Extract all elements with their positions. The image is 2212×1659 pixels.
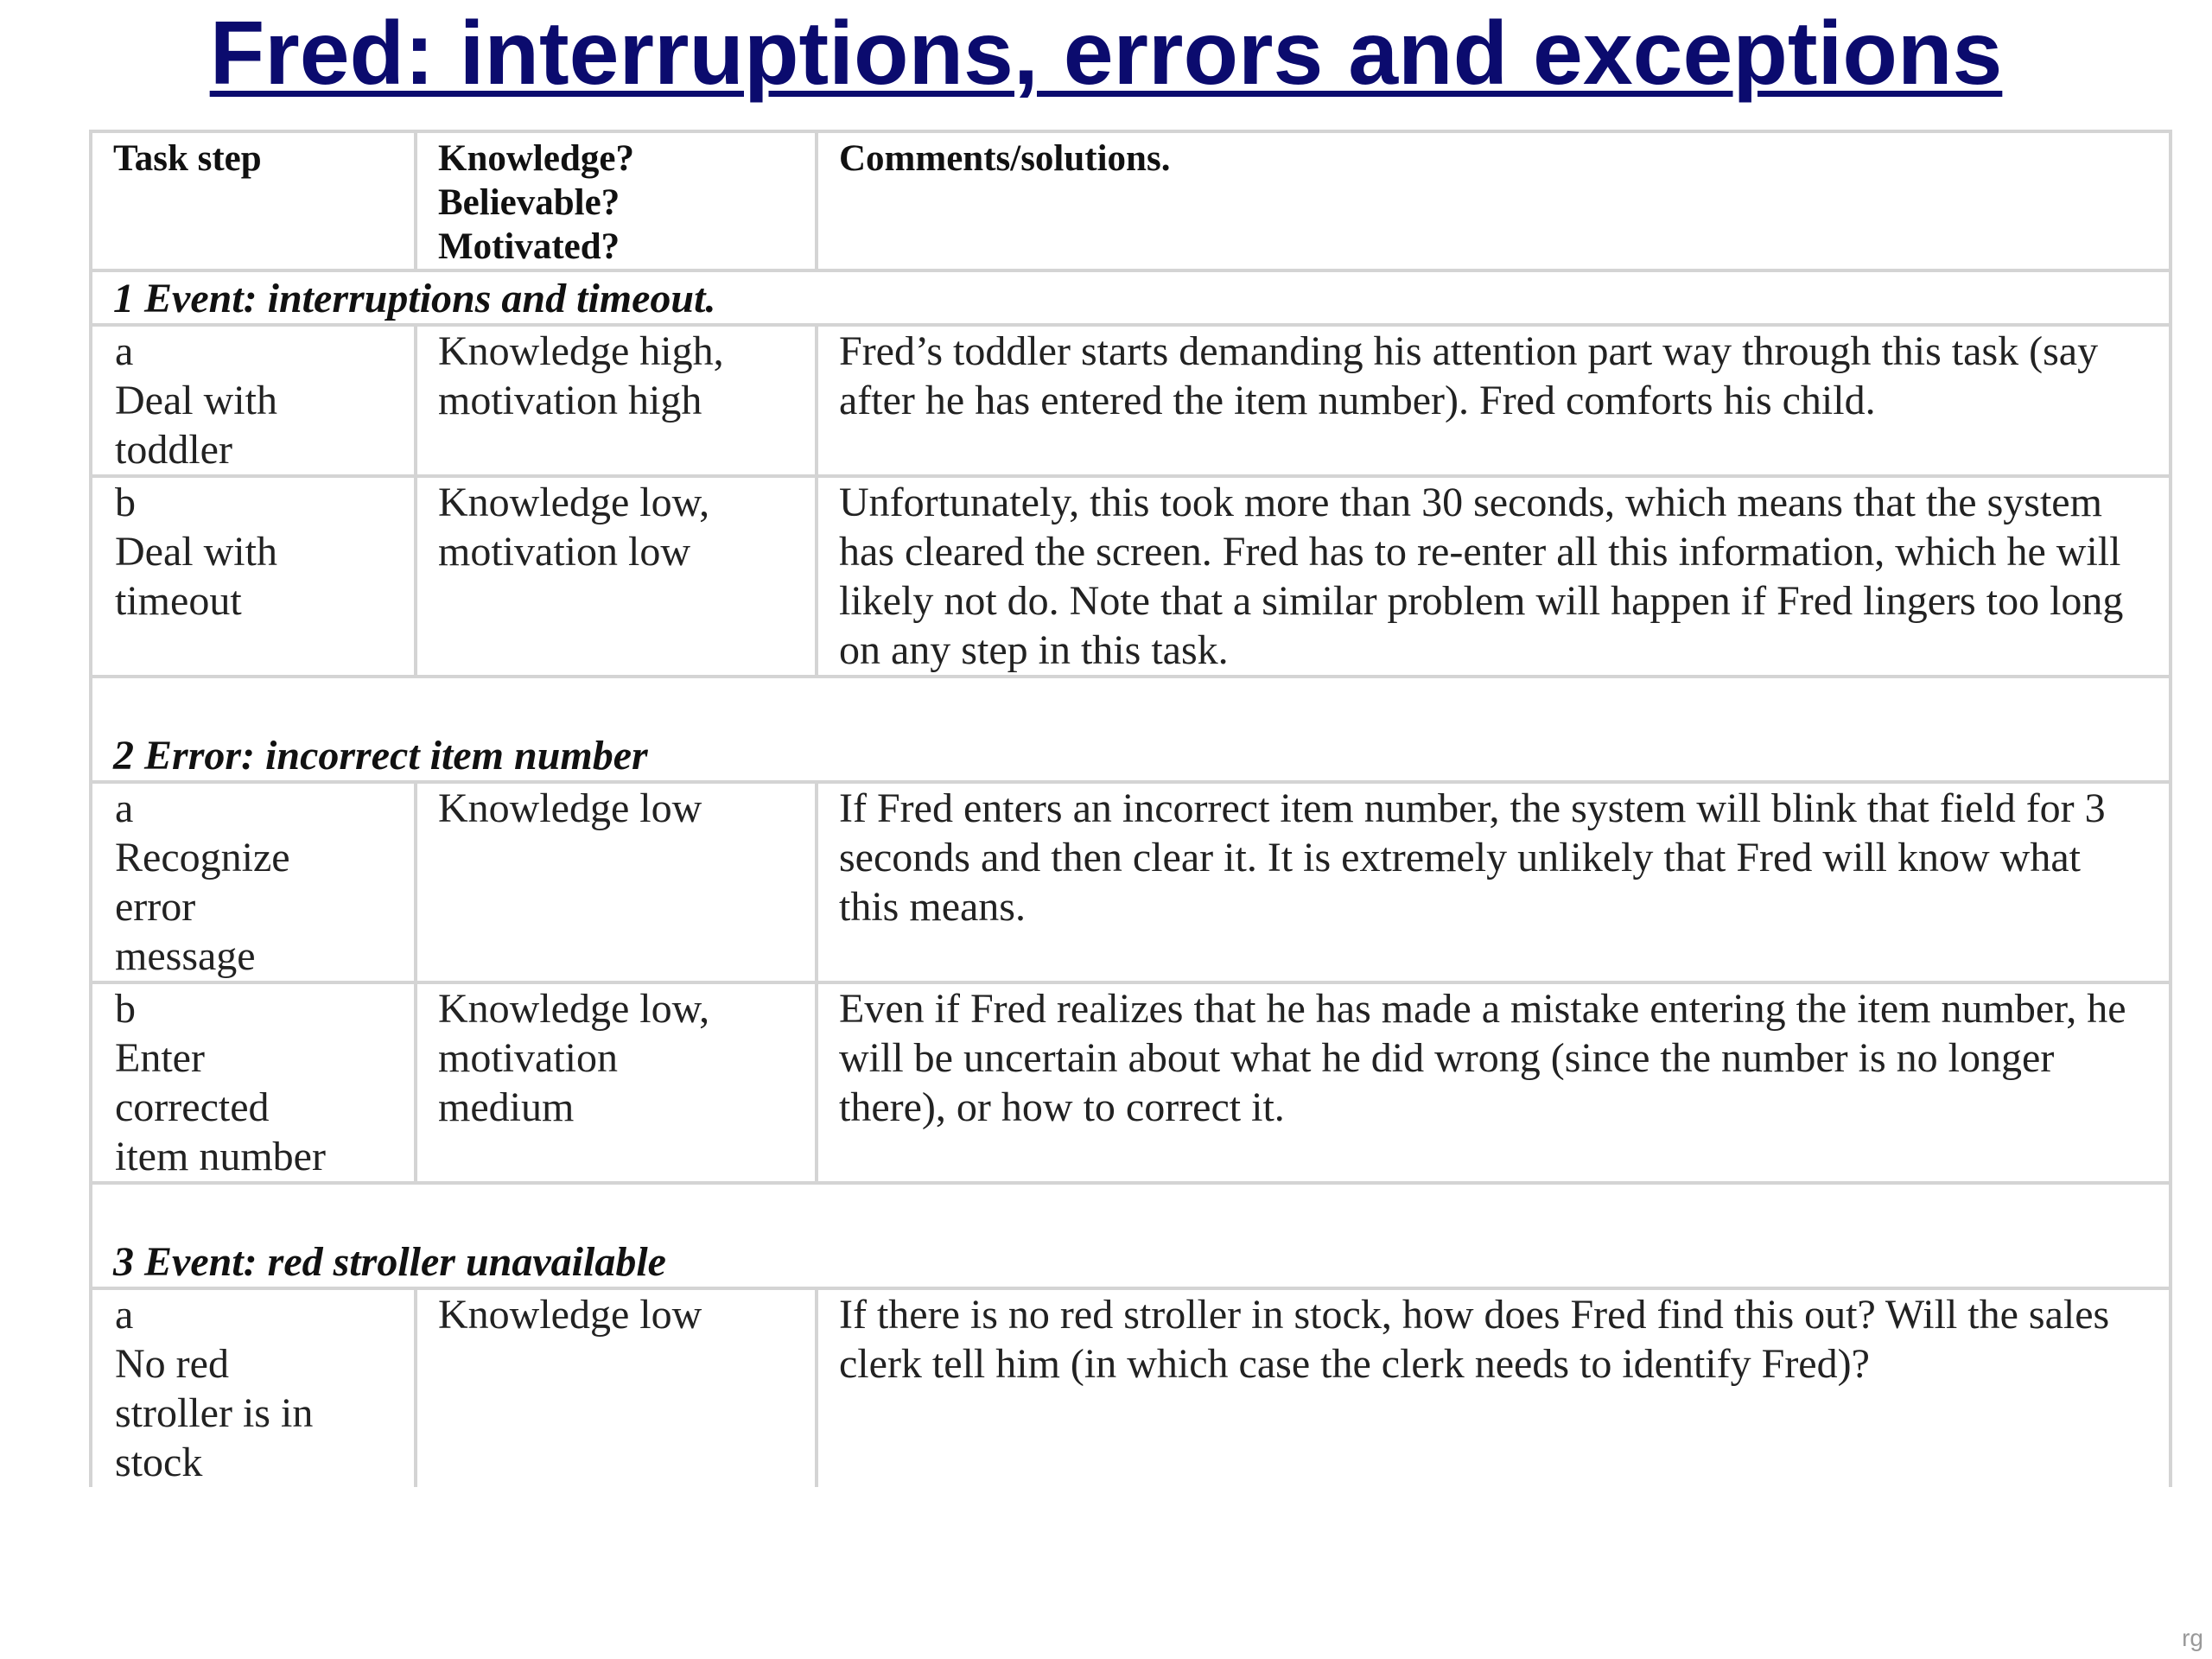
step-letter: a (115, 1292, 134, 1338)
section-heading-2: 2 Error: incorrect item number (91, 677, 2171, 782)
header-comments: Comments/solutions. (817, 131, 2171, 270)
walkthrough-table (89, 130, 2172, 1487)
section-row (91, 1183, 2171, 1288)
slide-title: Fred: interruptions, errors and exceptions (209, 3, 2003, 104)
step-letter: b (115, 480, 136, 525)
knowledge-cell: Knowledge low (416, 1288, 817, 1487)
step-label: No red stroller is in stock (115, 1341, 314, 1485)
section-row (91, 270, 2171, 325)
table-row (91, 1288, 2171, 1487)
header-task-step: Task step (91, 131, 416, 270)
step-label: Enter corrected item number (115, 1035, 326, 1179)
table-row (91, 325, 2171, 476)
section-heading-1: 1 Event: interruptions and timeout. (91, 270, 2171, 325)
table-row (91, 982, 2171, 1183)
comment-cell: Fred’s toddler starts demanding his attention part way through this task (say after he has entered the item number). Fred comforts his child. (817, 325, 2171, 476)
section-row (91, 677, 2171, 782)
step-letter: a (115, 785, 134, 831)
task-step-cell (91, 982, 416, 1183)
table-header-row (91, 131, 2171, 270)
knowledge-cell: Knowledge low (416, 782, 817, 982)
knowledge-cell: Knowledge low, motivation medium (416, 982, 817, 1183)
step-letter: b (115, 986, 136, 1032)
step-label: Deal with toddler (115, 378, 277, 473)
task-step-cell (91, 1288, 416, 1487)
task-step-cell (91, 476, 416, 677)
footer-text: rg (2182, 1624, 2203, 1651)
task-step-cell (91, 325, 416, 476)
knowledge-cell: Knowledge high, motivation high (416, 325, 817, 476)
step-label: Recognize error message (115, 835, 290, 979)
header-knowledge-believable-motivated: Knowledge? Believable? Motivated? (416, 131, 817, 270)
task-step-cell (91, 782, 416, 982)
step-letter: a (115, 328, 134, 374)
step-label: Deal with timeout (115, 529, 277, 624)
knowledge-cell: Knowledge low, motivation low (416, 476, 817, 677)
comment-cell: Unfortunately, this took more than 30 seconds, which means that the system has cleared the screen. Fred has to re-enter all this information, which he will likely not do. Note that a similar problem will happen if Fred lingers too long on any step in this task. (817, 476, 2171, 677)
comment-cell: Even if Fred realizes that he has made a mistake entering the item number, he will be uncertain about what he did wrong (since the number is no longer there), or how to correct it. (817, 982, 2171, 1183)
table-row (91, 782, 2171, 982)
comment-cell: If Fred enters an incorrect item number, the system will blink that field for 3 seconds and then clear it. It is extremely unlikely that Fred will know what this means. (817, 782, 2171, 982)
section-heading-3: 3 Event: red stroller unavailable (91, 1183, 2171, 1288)
table-row (91, 476, 2171, 677)
comment-cell: If there is no red stroller in stock, how does Fred find this out? Will the sales clerk tell him (in which case the clerk needs to identify Fred)? (817, 1288, 2171, 1487)
